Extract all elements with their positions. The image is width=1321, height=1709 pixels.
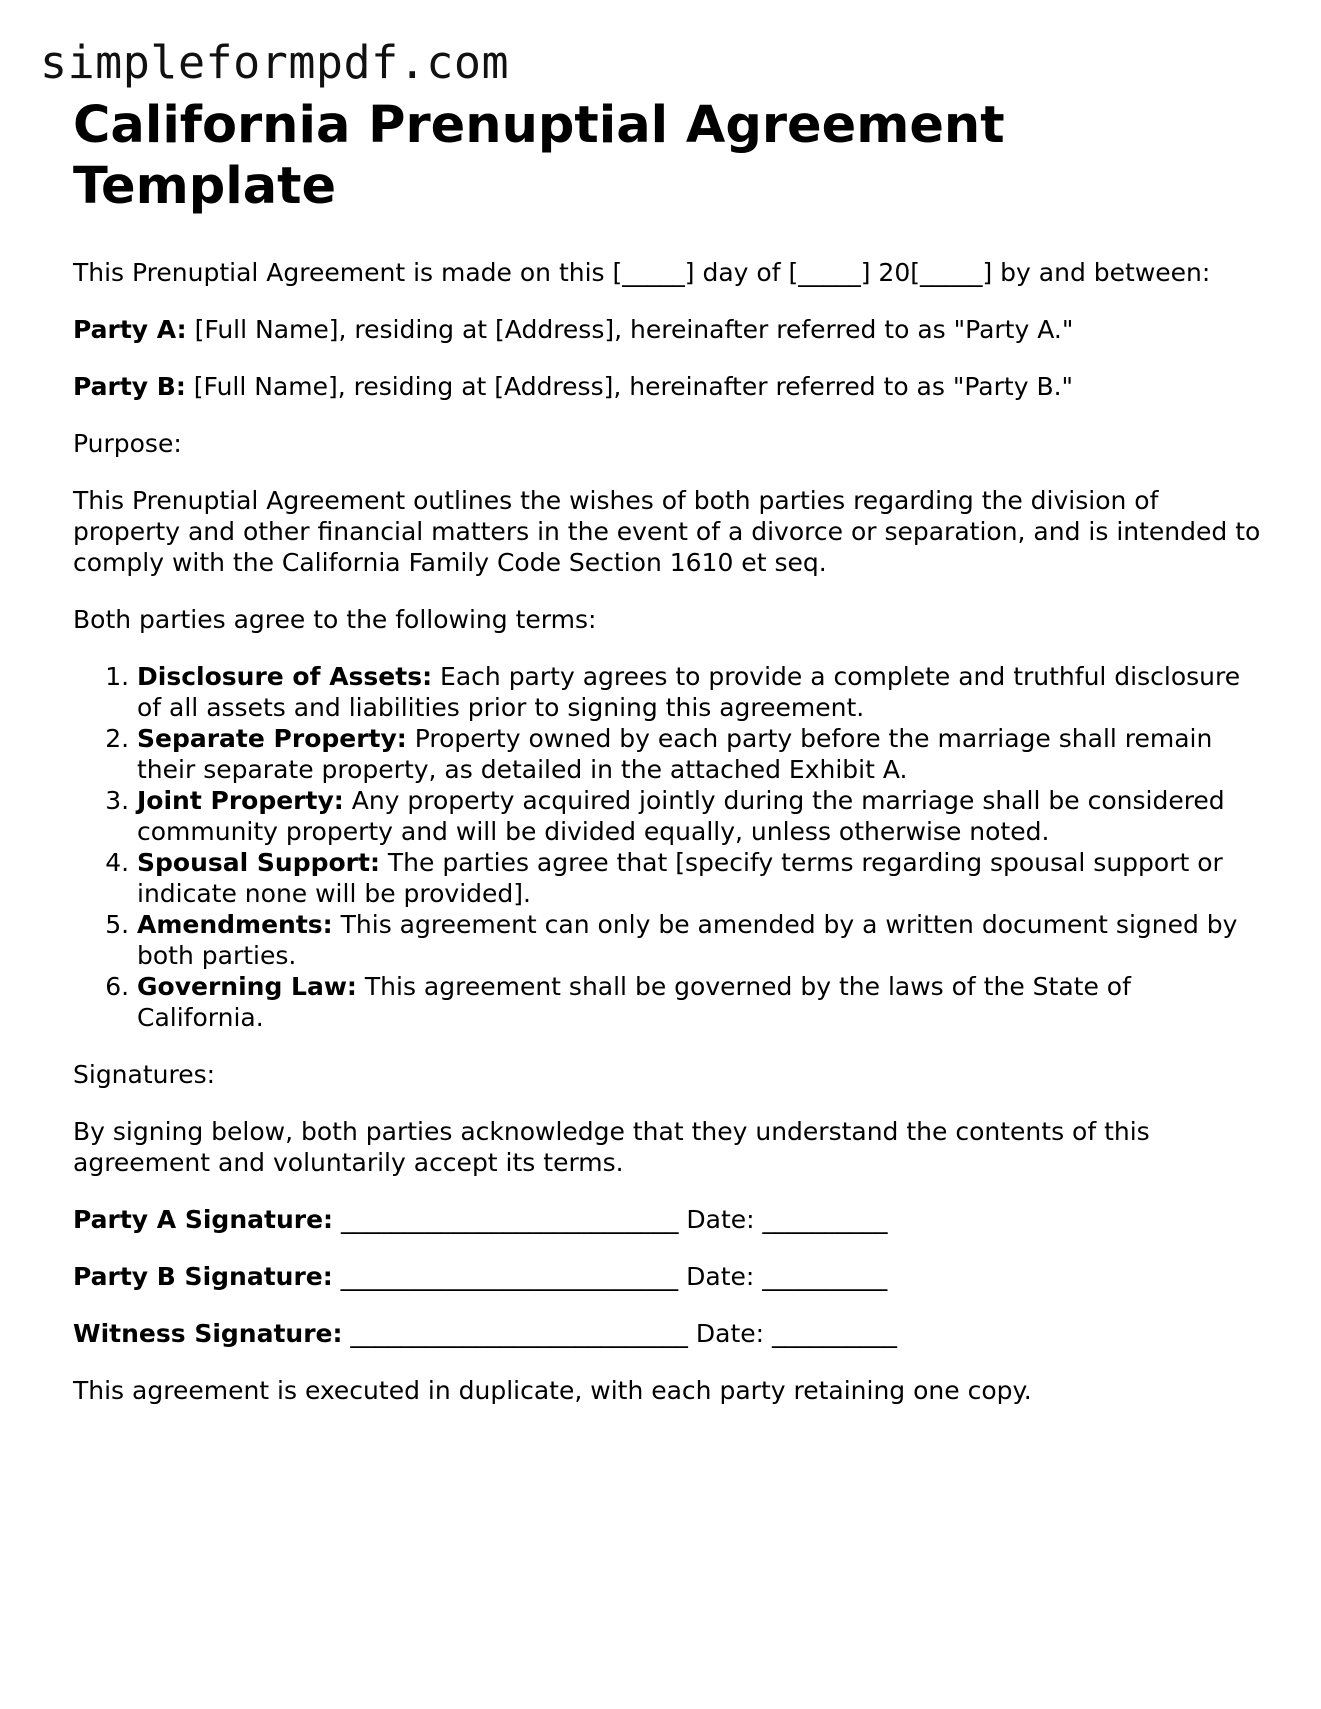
signature-label: Party A Signature: <box>73 1205 334 1234</box>
term-label: Governing Law: <box>137 972 357 1001</box>
term-label: Separate Property: <box>137 724 407 753</box>
purpose-paragraph: This Prenuptial Agreement outlines the wishes of both parties regarding the division of property and other financial matters in the event of a divorce or separation, and is intended to comply with the California Family Code Section 1610 et seq. <box>73 486 1261 577</box>
term-text: The parties agree that [specify terms regarding spousal support or indicate none will be provided]. <box>137 848 1223 908</box>
party-b-label: Party B: <box>73 372 186 401</box>
term-text: Property owned by each party before the marriage shall remain their separate property, as detailed in the attached Exhibit A. <box>137 724 1213 784</box>
term-label: Amendments: <box>137 910 333 939</box>
watermark: simpleformpdf.com <box>40 36 510 89</box>
list-item <box>137 847 1263 909</box>
signature-blank: ___________________________ Date: __________ <box>342 1319 898 1348</box>
party-a-signature-line <box>73 1204 1263 1235</box>
term-text: This agreement can only be amended by a written document signed by both parties. <box>137 910 1238 970</box>
term-label: Disclosure of Assets: <box>137 662 433 691</box>
term-text: This agreement shall be governed by the laws of the State of California. <box>137 972 1131 1032</box>
list-item <box>137 971 1263 1033</box>
signature-label: Party B Signature: <box>73 1262 333 1291</box>
party-a-label: Party A: <box>73 315 187 344</box>
party-a-paragraph <box>73 314 1263 345</box>
page-title: California Prenuptial Agreement Template <box>73 96 1005 216</box>
terms-intro: Both parties agree to the following terms: <box>73 605 597 634</box>
party-b-text: [Full Name], residing at [Address], hereinafter referred to as "Party B." <box>185 372 1074 401</box>
terms-list <box>73 661 1263 1033</box>
witness-signature-line <box>73 1318 1263 1349</box>
party-b-signature-line <box>73 1261 1263 1292</box>
term-text: Each party agrees to provide a complete and truthful disclosure of all assets and liabilities prior to signing this agreement. <box>137 662 1241 722</box>
signature-blank: ___________________________ Date: __________ <box>333 1205 888 1234</box>
term-label: Spousal Support: <box>137 848 380 877</box>
party-a-text: [Full Name], residing at [Address], hereinafter referred to as "Party A." <box>186 315 1074 344</box>
document-page <box>73 95 1263 1406</box>
list-item <box>137 661 1263 723</box>
term-label: Joint Property: <box>137 786 344 815</box>
list-item <box>137 785 1263 847</box>
closing-paragraph: This agreement is executed in duplicate, with each party retaining one copy. <box>73 1376 1032 1405</box>
term-text: Any property acquired jointly during the marriage shall be considered community property and will be divided equally, unless otherwise noted. <box>137 786 1225 846</box>
party-b-paragraph <box>73 371 1263 402</box>
signature-label: Witness Signature: <box>73 1319 343 1348</box>
signatures-paragraph: By signing below, both parties acknowledge that they understand the contents of this agreement and voluntarily accept its terms. <box>73 1117 1150 1177</box>
intro-paragraph: This Prenuptial Agreement is made on this [_____] day of [_____] 20[_____] by and between: <box>73 258 1211 287</box>
purpose-heading: Purpose: <box>73 429 182 458</box>
list-item <box>137 909 1263 971</box>
signature-blank: ___________________________ Date: __________ <box>332 1262 888 1291</box>
signatures-heading: Signatures: <box>73 1060 216 1089</box>
list-item <box>137 723 1263 785</box>
